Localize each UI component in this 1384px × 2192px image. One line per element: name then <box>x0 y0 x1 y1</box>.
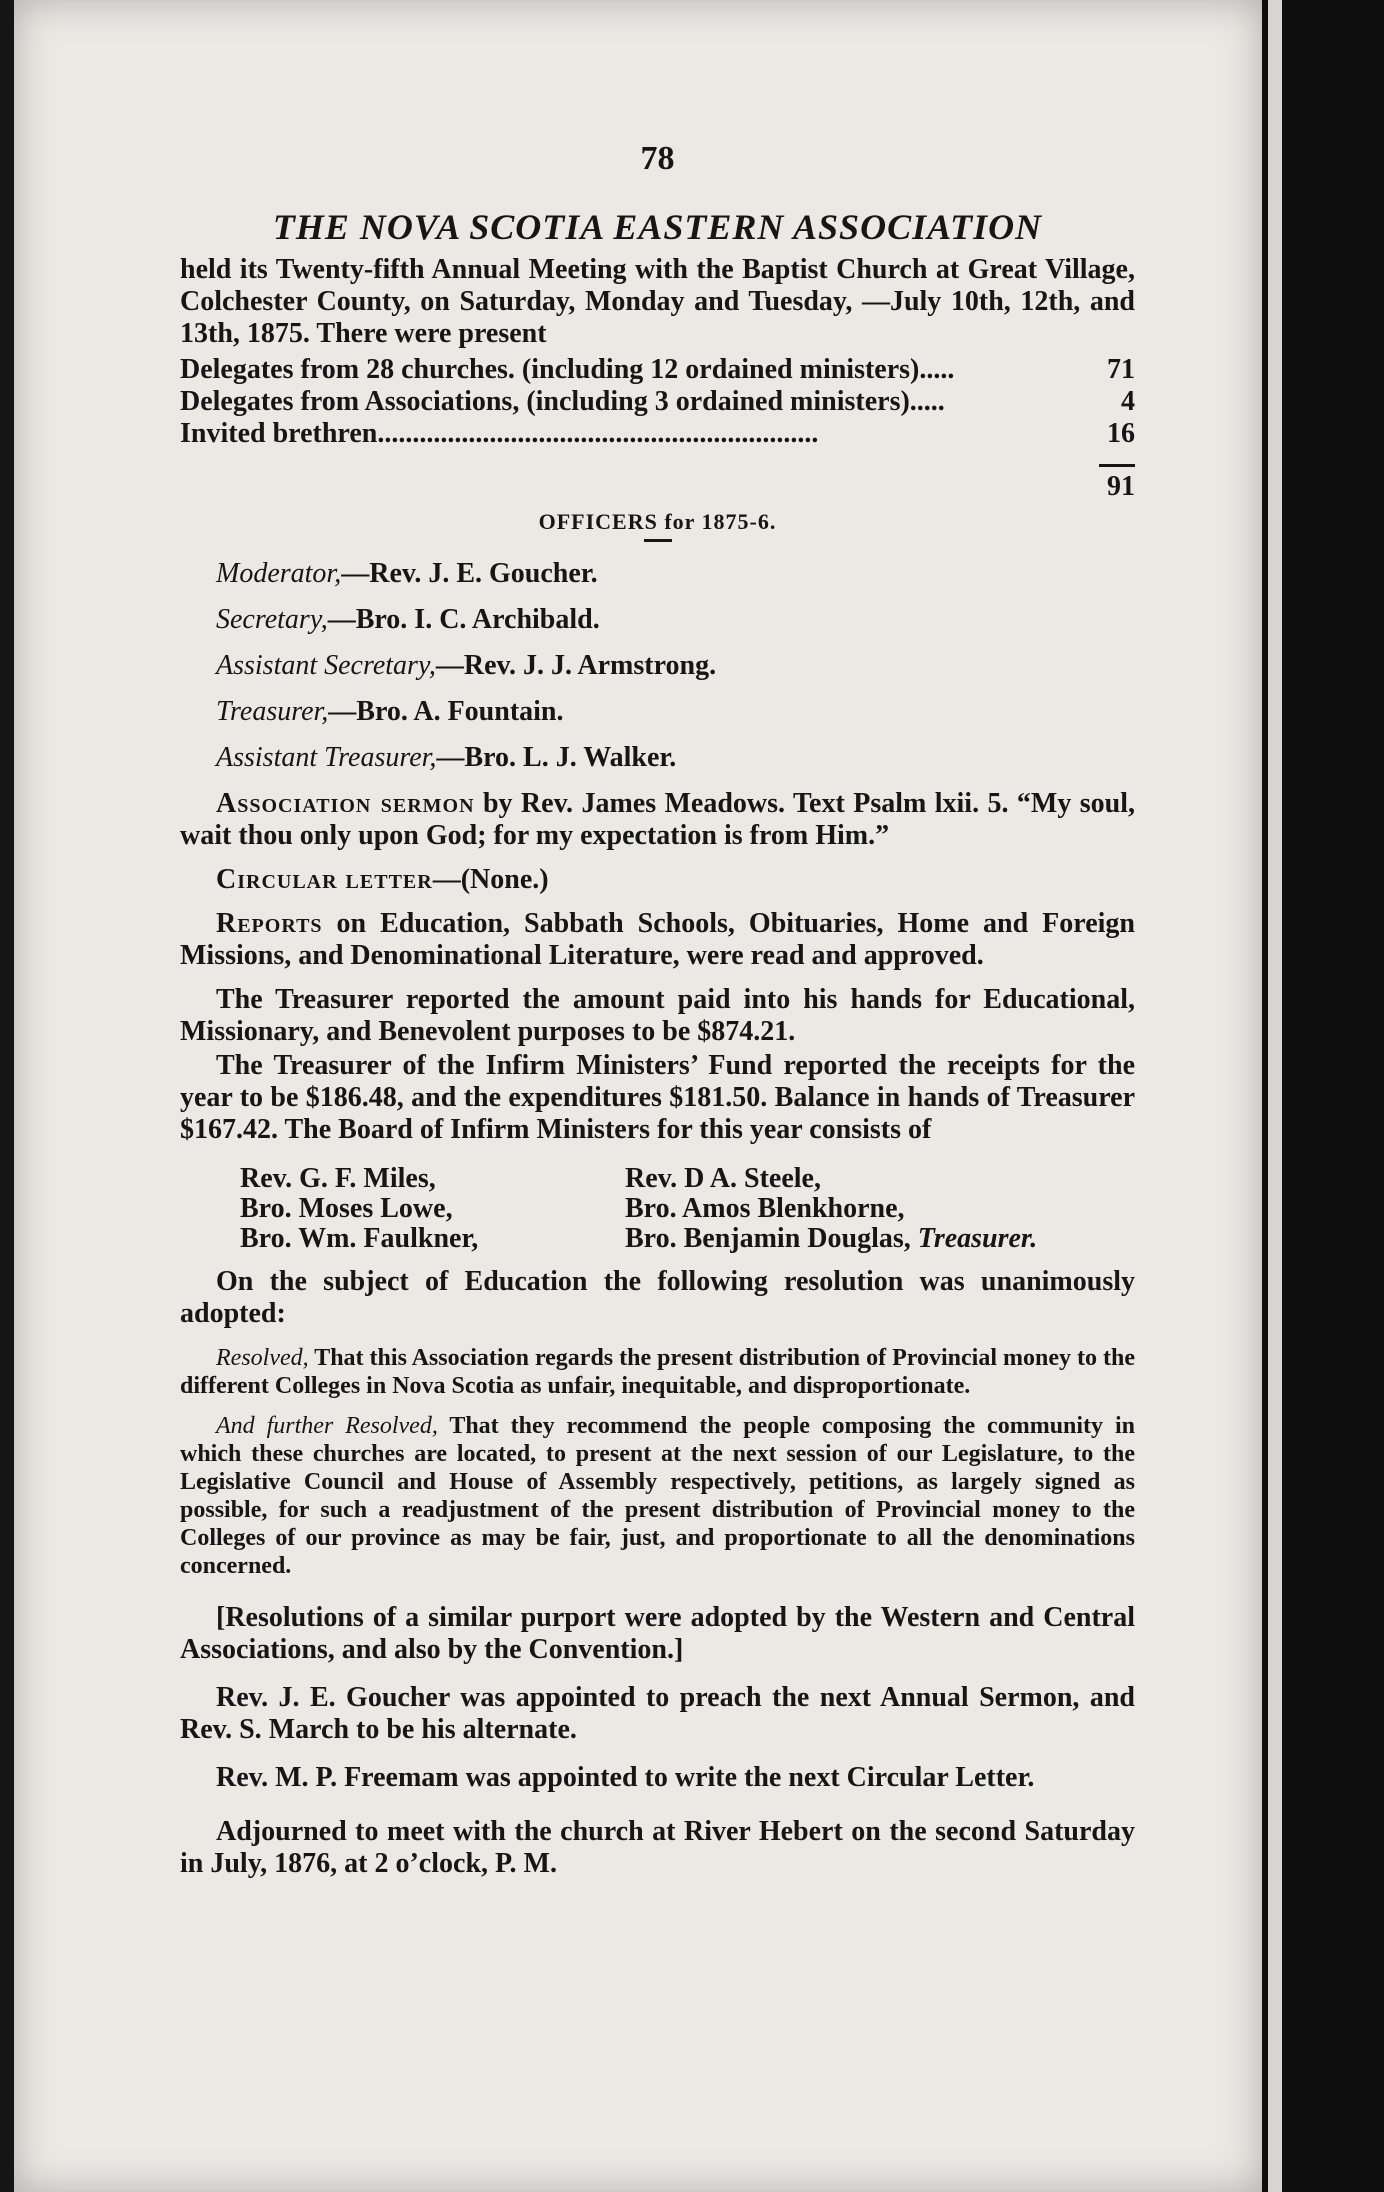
count-value: 16 <box>1107 418 1135 449</box>
circular-paragraph <box>180 864 1135 896</box>
association-title: THE NOVA SCOTIA EASTERN ASSOCIATION <box>272 207 1043 247</box>
sermon-paragraph <box>180 788 1135 852</box>
count-label: Invited brethren............................................................... <box>180 418 819 449</box>
circular-text: —(None.) <box>432 864 549 895</box>
officers-list <box>180 558 1135 774</box>
officer-entry <box>216 696 1135 728</box>
officer-entry <box>216 558 1135 590</box>
officer-name: —Rev. J. E. Goucher. <box>341 558 598 589</box>
next-letter-appointment: Rev. M. P. Freemam was appointed to write the next Circular Letter. <box>216 1762 1035 1793</box>
count-row <box>180 354 1135 386</box>
adjournment-note: Adjourned to meet with the church at River Hebert on the second Saturday in July, 1876, at 2 o’clock, P. M. <box>180 1816 1135 1879</box>
officer-name: —Bro. A. Fountain. <box>328 696 564 727</box>
resolution-lead: And further Resolved, <box>216 1413 438 1439</box>
reports-paragraph <box>180 908 1135 972</box>
officer-role: Treasurer, <box>216 696 329 727</box>
circular-lead: Circular letter <box>216 864 433 895</box>
resolution-2 <box>180 1412 1135 1580</box>
infirm-board-list <box>240 1164 1135 1254</box>
board-member: Bro. Wm. Faulkner, <box>240 1223 479 1254</box>
sum-rule <box>1099 464 1135 467</box>
page-edge-strip <box>1268 0 1282 2192</box>
count-label: Delegates from 28 churches. (including 12 ordained ministers)..... <box>180 354 955 385</box>
next-sermon-appointment: Rev. J. E. Goucher was appointed to preach the next Annual Sermon, and Rev. S. March to be his alternate. <box>180 1682 1135 1745</box>
officer-name: —Rev. J. J. Armstrong. <box>435 650 717 681</box>
treasurer-report: The Treasurer reported the amount paid into his hands for Educational, Missionary, and Benevolent purposes to be $874.21. <box>180 984 1135 1047</box>
sermon-text: by Rev. James Meadows. Text Psalm lxii. 5. “My soul, wait thou only upon God; for my expectation is from Him.” <box>180 788 1135 851</box>
count-label: Delegates from Associations, (including 3 ordained ministers)..... <box>180 386 945 417</box>
officer-entry <box>216 650 1135 682</box>
resolution-1 <box>180 1344 1135 1400</box>
infirm-fund-report: The Treasurer of the Infirm Ministers’ Fund reported the receipts for the year to be $186.48, and the expenditures $181.50. Balance in hands of Treasurer $167.42. The Board of Infirm Ministers for this year consists of <box>180 1050 1135 1145</box>
count-row <box>180 418 1135 450</box>
officer-entry <box>216 742 1135 774</box>
officer-role: Assistant Secretary, <box>216 650 436 681</box>
attendance-counts <box>180 354 1135 503</box>
page-number: 78 <box>640 140 675 177</box>
sermon-lead: Association sermon <box>216 788 475 819</box>
officers-heading: OFFICERS for 1875-6. <box>538 509 777 534</box>
similar-resolutions-note: [Resolutions of a similar purport were adopted by the Western and Central Associations, and also by the Convention.] <box>180 1602 1135 1665</box>
board-member: Bro. Benjamin Douglas, <box>625 1223 911 1254</box>
count-row <box>180 386 1135 418</box>
resolution-lead: Resolved, <box>216 1345 309 1371</box>
officer-role: Assistant Treasurer, <box>216 742 437 773</box>
officer-name: —Bro. I. C. Archibald. <box>327 604 600 635</box>
heading-rule <box>644 539 672 542</box>
attendance-total: 91 <box>1107 471 1135 502</box>
board-member: Bro. Moses Lowe, <box>240 1193 453 1224</box>
officer-entry <box>216 604 1135 636</box>
count-value: 4 <box>1121 386 1135 417</box>
education-intro: On the subject of Education the following resolution was unanimously adopted: <box>180 1266 1135 1329</box>
resolution-text: That they recommend the people composing the community in which these churches are located, to present at the next session of our Legislature, to the Legislative Council and House of Assembly respectively, petitions, as largely signed as possible, for such a readjustment of the present distribution of Provincial money to the Colleges of our province as may be fair, just, and proportionate to all the denominations concerned. <box>180 1413 1135 1579</box>
resolution-text: That this Association regards the present distribution of Provincial money to the different Colleges in Nova Scotia as unfair, inequitable, and disproportionate. <box>180 1345 1135 1399</box>
reports-text: on Education, Sabbath Schools, Obituaries, Home and Foreign Missions, and Denominational Literature, were read and approved. <box>180 908 1135 971</box>
board-member: Rev. D A. Steele, <box>625 1163 821 1194</box>
board-member-with-role <box>625 1224 1135 1254</box>
officer-role: Moderator, <box>216 558 342 589</box>
officer-name: —Bro. L. J. Walker. <box>436 742 677 773</box>
meeting-intro: held its Twenty-fifth Annual Meeting with the Baptist Church at Great Village, Colchester County, on Saturday, Monday and Tuesday, —July 10th, 12th, and 13th, 1875. There were present <box>180 254 1135 349</box>
page-content <box>180 130 1135 1880</box>
board-member: Bro. Amos Blenkhorne, <box>625 1193 905 1224</box>
reports-lead: Reports <box>216 908 323 939</box>
count-value: 71 <box>1107 354 1135 385</box>
board-member: Rev. G. F. Miles, <box>240 1163 436 1194</box>
officer-role: Secretary, <box>216 604 328 635</box>
board-treasurer-label: Treasurer. <box>917 1223 1038 1254</box>
